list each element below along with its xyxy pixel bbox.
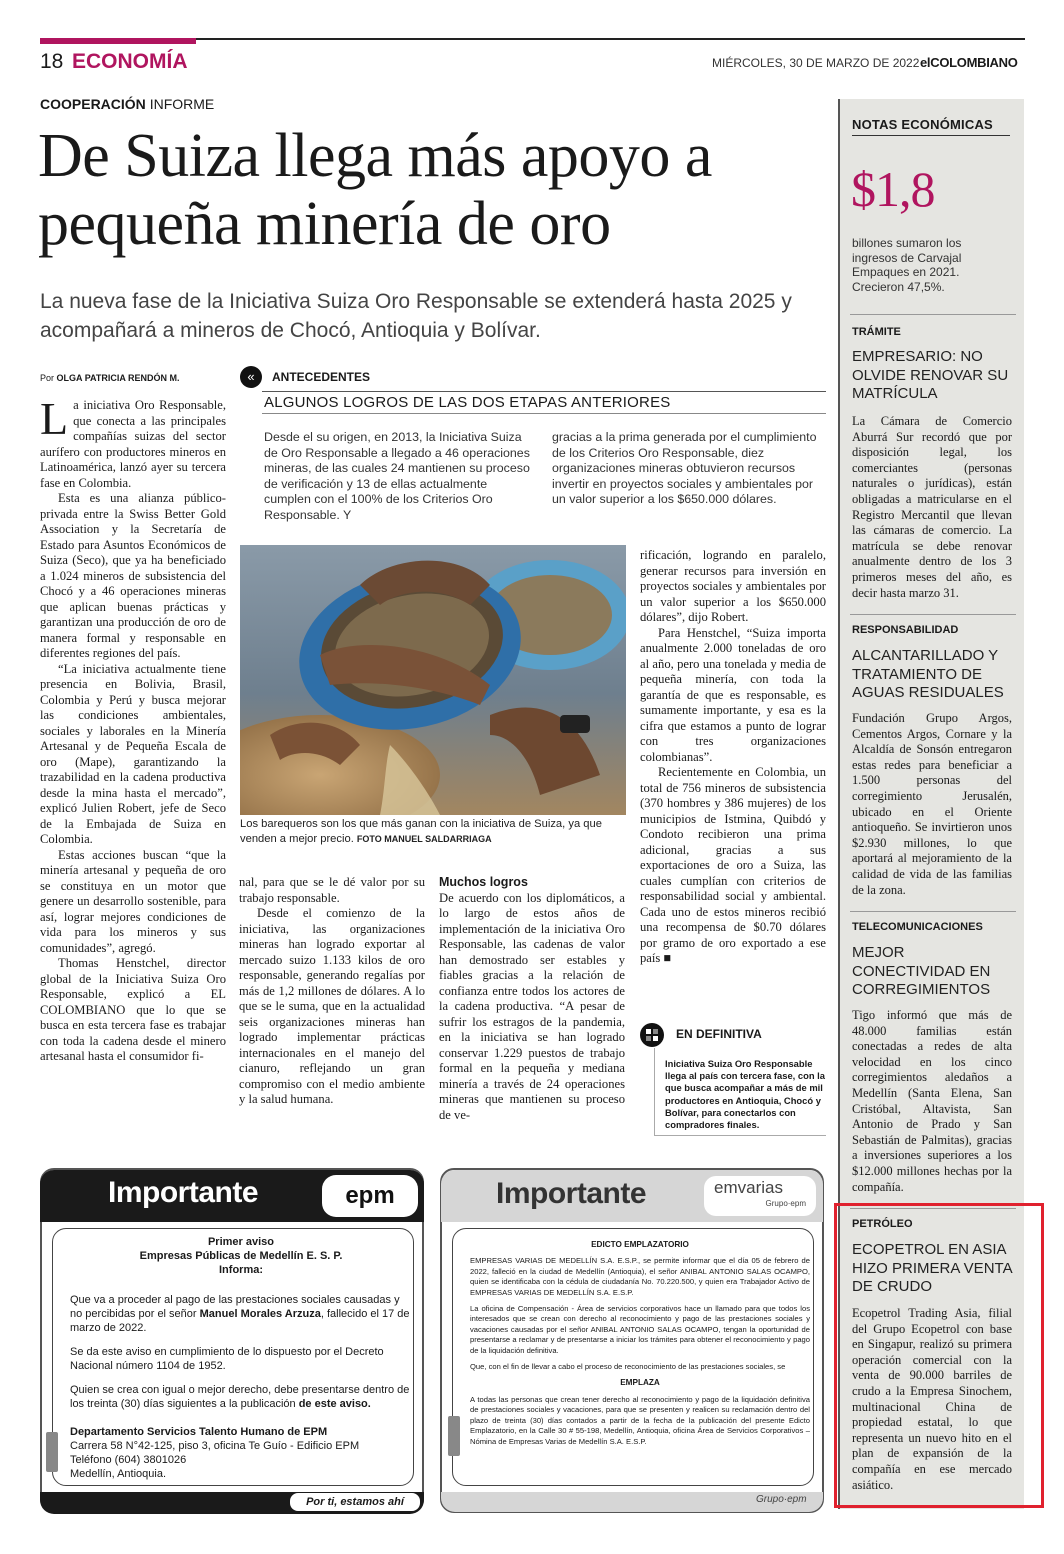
paragraph: “La iniciativa actualmente tiene presencia en Bolivia, Brasil, Colombia y Perú y busca mejorar las condiciones ambientales, sociales y laborales en la Minería Artesanal y de Pequeña Escala de oro (Mape), garantizando la trazabilidad en la cadena productiva desde la mina hasta el mercado”, explicó Julien Robert, jefe de Seco de la Embajada de Suiza en Colombia. <box>40 661 226 846</box>
ad-paragraph: A todas las personas que crean tener derecho al reconocimiento y pago de la liquidación definitiva de prestaciones sociales y vacaciones, para que se presenten y realicen su reclamación dentro del plazo de treinta (30) días contados a partir de la fecha de la publicación del presente Edicto Emplazatorio, en la Calle 30 # 55-198, Medellín, Antioquia, oficina Área de Servicios Corporativos – Nómina de Empresas Varias de Medellín S.A. E.S.P. <box>470 1394 810 1446</box>
note-headline: ECOPETROL EN ASIA HIZO PRIMERA VENTA DE CRUDO <box>852 1241 1012 1295</box>
ad-paragraph: EMPRESAS VARIAS DE MEDELLÍN S.A. E.S.P., se permite informar que el día 05 de febrero de 2022, falleció en la ciudad de Medellín (Antioquia), el señor ANIBAL ANTONIO SALAS OCAMPO, quien se identificaba con la cédula de ciudadanía No. 70.220.500, y quien era Trabajador Activo de EMPRESAS VARIAS DE MEDELLÍN S.A. E.S.P. <box>470 1256 810 1297</box>
ad-contact-line: Carrera 58 N°42-125, piso 3, oficina Te Guío - Edificio EPM <box>70 1440 360 1452</box>
drop-cap: L <box>40 393 69 444</box>
antecedentes-subtitle: ALGUNOS LOGROS DE LAS DOS ETAPAS ANTERIORES <box>264 394 671 411</box>
divider <box>850 314 1016 315</box>
paragraph: Esta es una alianza público-privada entre la Swiss Better Gold Association y la Secretaría de Estado para Asuntos Económicos de Suiza (Seco), que ya ha beneficiado a 1.024 mineros de subsistencia del Chocó y a 46 operaciones mineras que aplican buenas prácticas y garantizan una producción de oro de manera formal y responsable en diferentes regiones del país. <box>40 491 226 660</box>
epm-logo: epm <box>322 1175 418 1217</box>
note-body: Ecopetrol Trading Asia, filial del Grupo Ecopetrol con base en Singapur, realizó su primera operación comercial con la venta de 90.000 barriles de crudo a la Empresa Sinochem, multinacional China de propiedad estatal, lo que representa un nuevo hito en el plan de expansión de la compañía en ese mercado asiático. <box>852 1306 1012 1492</box>
ad-contact-line: Medellín, Antioquia. <box>70 1468 167 1480</box>
ad-title: Importante <box>108 1176 259 1209</box>
article-column-3 <box>439 875 625 1123</box>
note-category: RESPONSABILIDAD <box>852 624 959 636</box>
note-body: Fundación Grupo Argos, Cementos Argos, Cornare y la Alcaldía de Sonsón entregaron estas redes para beneficiar a 1.500 personas del corregimiento Jerusalén, ubicado en el Oriente antioqueño. Se invirtieron unos $2.930 millones, lo que aportará al mejoramiento de la calidad de vida de las familias de la zona. <box>852 711 1012 897</box>
byline: Por OLGA PATRICIA RENDÓN M. <box>40 373 180 383</box>
paragraph: De acuerdo con los diplomáticos, a lo largo de estos años de implementación de la iniciativa Oro Responsable, las cadenas de valor han demostrado ser estables y fiables gracias a la relación de confianza entre todos los actores de la cadena productiva. “A pesar de sufrir los estragos de la pandemia, en la iniciativa se han logrado conservar 1.229 puestos de trabajo formal en la pequeña y mediana minería a través de 24 operaciones mineras que mantienen su proceso de ve- <box>439 890 625 1122</box>
antecedentes-text-right: gracias a la prima generada por el cumplimiento de los Criterios Oro Responsable, diez organizaciones mineras obtuvieron recursos invertir en proyectos sociales y ambientales por un valor superior a los $650.000 dólares. <box>552 430 817 507</box>
ad-paragraph: Se da este aviso en cumplimiento de lo dispuesto por el Decreto Nacional número 1104 de 1952. <box>70 1346 384 1372</box>
masthead-logo: elCOLOMBIANO <box>920 55 1018 70</box>
divider <box>850 911 1016 912</box>
ad-paragraph: Que, con el fin de llevar a cabo el proceso de reconocimiento de las prestaciones sociales, se <box>470 1362 786 1372</box>
paragraph: Para Henstchel, “Suiza importa anualmente 2.000 toneladas de oro al año, pero una tonelada y media de pequeña minería, con toda la garantía de que es responsable, es sumamente importante, y esa es la cifra que estamos a punto de lograr con tres organizaciones colombianas”. <box>640 625 826 764</box>
note-body: Tigo informó que más de 48.000 familias están conectadas a redes de alta velocidad en los cinco corregimientos aledaños a Medellín (Santa Elena, San Cristóbal, Altavista, San Antonio de Prado y San Sebastián de Palmitas), gracias a inversiones superiores a los $12.000 millones hechas por la compañía. <box>852 1008 1012 1194</box>
ad-heading: EDICTO EMPLAZATORIO <box>591 1240 689 1249</box>
paragraph: Estas acciones buscan “que la minería artesanal y pequeña de oro se constituya en un motor que genere un desarrollo sostenible, para así, lograr mejores condiciones de vida para los mineros y sus comunidades”, agregó. <box>40 847 226 955</box>
byline-name: OLGA PATRICIA RENDÓN M. <box>56 373 180 383</box>
en-definitiva-label: EN DEFINITIVA <box>676 1027 762 1041</box>
vertical-logo-icon <box>448 1416 460 1456</box>
ad-slogan: Por ti, estamos ahí <box>290 1493 420 1511</box>
note-category: TELECOMUNICACIONES <box>852 921 983 933</box>
paragraph: nal, para que se le dé valor por su trabajo responsable. <box>239 875 425 905</box>
paragraph: a iniciativa Oro Responsable, que conecta a las principales compañías suizas del sector aurífero con productores mineros en Latinoamérica, lanzó ayer su tercera fase en Colombia. <box>40 398 226 490</box>
vertical-logo-icon <box>46 1432 58 1472</box>
ad-epm-body: Primer aviso Empresas Públicas de Medellín E. S. P. Informa: Que va a proceder al pago de las prestaciones sociales causadas y no percibidas por el señor Manuel Morales Arzuza, fallecido el 17 de marzo de 2022. Se da este aviso en cumplimiento de lo dispuesto por el Decreto Nacional número 1104 de 1952. Quien se crea con igual o mejor derecho, debe presentarse dentro de los treinta (30) días siguientes a la publicación de este aviso. Departamento Servicios Talento Humano de EPM Carrera 58 N°42-125, piso 3, oficina Te Guío - Edificio EPM Teléfono (604) 3801026 Medellín, Antioquia. <box>70 1235 412 1481</box>
note-headline: EMPRESARIO: NO OLVIDE RENOVAR SU MATRÍCULA <box>852 348 1009 402</box>
article-column-2 <box>239 875 425 1108</box>
antecedentes-text-left: Desde el su origen, en 2013, la Iniciativa Suiza de Oro Responsable a llegado a 46 operaciones mineras, de las cuales 24 mantienen su proceso de verificación y 13 de ellas actualmente cumplen con el 100% de los Criterios Oro Responsable. Y <box>264 430 530 522</box>
note-body: La Cámara de Comercio Aburrá Sur recordó que por disposición legal, los comerciantes (personas naturales o jurídicas), están obligadas a matricularse en el Registro Mercantil que llevan las cámaras de comercio. La matrícula se debe renovar anualmente dentro de los 3 primeros meses del año, es decir hasta marzo 31. <box>852 414 1012 600</box>
kicker-topic: COOPERACIÓN <box>40 96 146 112</box>
deck: La nueva fase de la Iniciativa Suiza Oro Responsable se extenderá hasta 2025 y acompañará a mineros de Chocó, Antioquia y Bolívar. <box>40 290 792 342</box>
ad-title: Importante <box>496 1177 647 1210</box>
ad-paragraph: La oficina de Compensación - Área de servicios corporativos hace un llamado para que todos los interesados que se crean con derecho al reconocimiento y pago de las prestaciones sociales y vacaciones causadas por el señor ANIBAL ANTONIO SALAS OCAMPO, tengan la oportunidad de presentarse a reclamar y de presentarse a iniciar los trámites para obtener el reconocimiento y pago de la liquidación definitiva. <box>470 1304 810 1355</box>
ad-contact-line: Teléfono (604) 3801026 <box>70 1454 187 1466</box>
article-column-4 <box>640 548 826 967</box>
article-photo <box>240 545 626 815</box>
ad-emvarias-body <box>470 1240 810 1453</box>
kicker-type: INFORME <box>149 96 215 112</box>
checker-icon <box>640 1023 664 1047</box>
section-name: ECONOMÍA <box>72 50 188 73</box>
kicker <box>40 96 214 112</box>
note-category: PETRÓLEO <box>852 1218 913 1230</box>
ad-paragraph: Quien se crea con igual o mejor derecho, debe presentarse dentro de los treinta (30) días siguientes a la publicación de este aviso. <box>70 1384 410 1410</box>
emvarias-logo: emvarias Grupo·epm <box>704 1176 816 1216</box>
issue-date: MIÉRCOLES, 30 DE MARZO DE 2022 <box>712 56 920 70</box>
note-category: TRÁMITE <box>852 326 901 338</box>
divider <box>850 614 1016 615</box>
note-headline: MEJOR CONECTIVIDAD EN CORREGIMIENTOS <box>852 944 991 998</box>
photo-credit: FOTO MANUEL SALDARRIAGA <box>356 834 492 844</box>
subhead: Muchos logros <box>439 875 528 889</box>
ad-contact-title: Departamento Servicios Talento Humano de EPM <box>70 1426 328 1438</box>
paragraph: rificación, logrando en paralelo, generar recursos para inversión en proyectos sociales y ambientales por un valor superior a los $650.000 dólares”, dijo Robert. <box>640 548 826 624</box>
section-accent-bar <box>40 38 196 44</box>
paragraph: Thomas Henstchel, director global de la Iniciativa Suiza Oro Responsable, explicó a EL COLOMBIANO que lo que se busca en esta tercera fase es trabajar con toda la cadena desde el minero artesanal hasta el consumidor fi- <box>40 956 226 1063</box>
antecedentes-label: ANTECEDENTES <box>272 370 371 384</box>
ad-heading: EMPLAZA <box>620 1378 660 1388</box>
en-definitiva-text: Iniciativa Suiza Oro Responsable llega al país con tercera fase, con la que busca acompañar a más de mil productores en Antioquia, Chocó y Bolívar, para conectarlos con compradores finales. <box>654 1048 826 1136</box>
photo-caption: Los barequeros son los que más ganan con la iniciativa de Suiza, ya que venden a mejor precio. FOTO MANUEL SALDARRIAGA <box>240 818 602 845</box>
ad-paragraph: Que va a proceder al pago de las prestaciones sociales causadas y no percibidas por el señor Manuel Morales Arzuza, fallecido el 17 de marzo de 2022. <box>70 1294 410 1334</box>
sidebar-title: NOTAS ECONÓMICAS <box>852 117 993 132</box>
divider <box>262 391 826 392</box>
divider <box>852 135 1010 136</box>
grupo-epm-logo: Grupo·epm <box>756 1494 807 1505</box>
sidebar-big-number-text: billones sumaron los ingresos de Carvajal Empaques en 2021. Crecieron 47,5%. <box>852 236 962 294</box>
article-column-1 <box>40 393 226 1065</box>
page-number: 18 <box>40 50 64 73</box>
note-headline: ALCANTARILLADO Y TRATAMIENTO DE AGUAS RESIDUALES <box>852 647 1004 701</box>
rewind-icon: « <box>240 366 262 388</box>
highlight-box <box>834 1203 1044 1508</box>
divider <box>262 413 826 414</box>
paragraph: Desde el comienzo de la iniciativa, las organizaciones mineras han logrado exportar al mercado suizo 1.133 kilos de oro responsable, generando regalías por más de 1,2 millones de dólares. A lo que se le suma, que en la actualidad seis organizaciones mineras han logrado implementar prácticas internacionales en el manejo del cianuro, reflejando un gran compromiso con el medio ambiente y la salud humana. <box>239 906 425 1106</box>
paragraph: Recientemente en Colombia, un total de 756 mineros de subsistencia (370 hombres y 386 mujeres) de los municipios de Istmina, Quibdó y Condoto recibieron una prima adicional, gracias a sus exportaciones de oro a Suiza, las cuales cumplían con criterios de responsabilidad social y ambiental. Cada uno de estos mineros recibió una recompensa de $0.70 dólares por gramo de oro exportado a ese país ■ <box>640 765 826 965</box>
headline: De Suiza llega más apoyo a pequeña minería de oro <box>38 122 712 258</box>
sidebar-big-number: $1,8 <box>851 161 935 217</box>
